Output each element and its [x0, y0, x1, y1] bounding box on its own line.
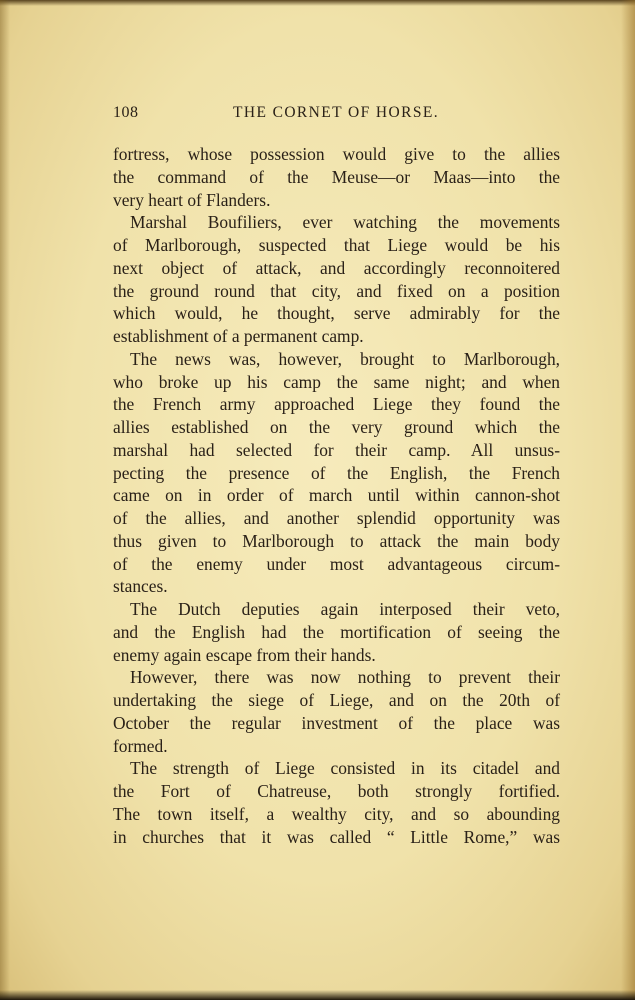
text-line: thus given to Marlborough to attack the main body: [113, 530, 560, 551]
text-line: of the allies, and another splendid opportunity was: [113, 508, 560, 528]
page-header: [113, 104, 560, 128]
text-line: allies established on the very ground which the: [113, 417, 560, 437]
running-head: THE CORNET OF HORSE.: [233, 104, 439, 121]
text-line: marshal had selected for their camp. All unsus-: [113, 439, 560, 460]
page-edge-shadow-left: [0, 0, 10, 1000]
text-line: came on in order of march until within cannon-shot: [113, 485, 560, 506]
text-line: The town itself, a wealthy city, and so abounding: [113, 803, 560, 824]
text-line: which would, he thought, serve admirably for the: [113, 303, 560, 324]
body-text: [113, 143, 560, 848]
text-line: the French army approached Liege they found the: [113, 394, 560, 415]
page-edge-shadow-right: [621, 0, 635, 1000]
text-line: October the regular investment of the place was: [113, 712, 560, 733]
text-line: of Marlborough, suspected that Liege would be his: [113, 235, 560, 255]
text-line: the ground round that city, and fixed on a position: [113, 280, 560, 301]
text-line: formed.: [113, 735, 168, 756]
text-line: the command of the Meuse—or Maas—into the: [113, 166, 560, 187]
text-line: However, there was now nothing to prevent their: [130, 667, 560, 688]
text-line: The strength of Liege consisted in its citadel and: [130, 758, 560, 779]
text-line: pecting the presence of the English, the French: [113, 462, 560, 483]
text-line: and the English had the mortification of seeing the: [113, 621, 560, 642]
text-line: next object of attack, and accordingly reconnoitered: [113, 257, 560, 278]
text-line: the Fort of Chatreuse, both strongly fortified.: [113, 781, 560, 801]
page-number: 108: [113, 104, 139, 121]
text-line: undertaking the siege of Liege, and on the 20th of: [113, 690, 560, 710]
text-line: who broke up his camp the same night; and when: [113, 371, 560, 392]
text-line: Marshal Boufiliers, ever watching the movements: [130, 212, 560, 233]
text-line: of the enemy under most advantageous circum-: [113, 553, 560, 574]
text-line: The Dutch deputies again interposed their veto,: [130, 599, 560, 619]
page-edge-shadow-bottom: [0, 990, 635, 1000]
text-line: fortress, whose possession would give to the allies: [113, 144, 560, 164]
text-line: very heart of Flanders.: [113, 189, 271, 210]
page-edge-shadow-top: [0, 0, 635, 6]
text-line: enemy again escape from their hands.: [113, 644, 376, 665]
text-line: stances.: [113, 576, 168, 597]
text-line: The news was, however, brought to Marlborough,: [130, 348, 560, 369]
text-line: in churches that it was called “ Little Rome,” was: [113, 826, 560, 847]
text-line: establishment of a permanent camp.: [113, 326, 364, 346]
